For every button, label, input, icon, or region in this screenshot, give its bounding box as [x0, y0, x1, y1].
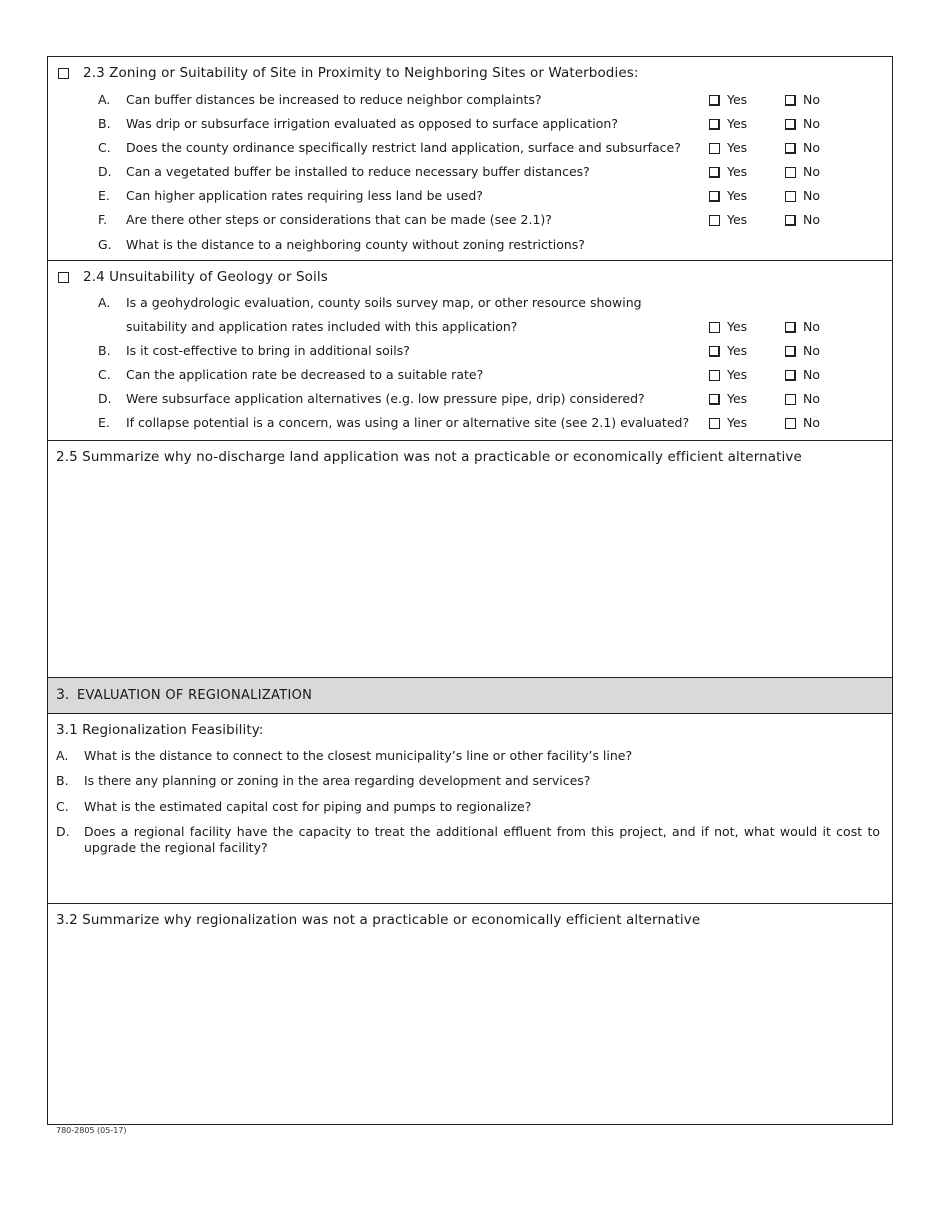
question-letter: A.: [56, 748, 69, 763]
no-label: No: [803, 391, 820, 406]
no-checkbox[interactable]: [785, 215, 796, 226]
question-letter: E.: [98, 188, 110, 203]
question-letter: D.: [56, 824, 70, 839]
no-checkbox[interactable]: [785, 167, 796, 178]
question-letter: F.: [98, 212, 108, 227]
question-text: Is it cost-effective to bring in additional soils?: [126, 343, 410, 358]
no-label: No: [803, 164, 820, 179]
question-letter: D.: [98, 164, 112, 179]
no-label: No: [803, 343, 820, 358]
no-label: No: [803, 116, 820, 131]
yes-checkbox[interactable]: [709, 322, 720, 333]
yes-checkbox[interactable]: [709, 418, 720, 429]
yes-checkbox[interactable]: [709, 370, 720, 381]
question-text: What is the distance to a neighboring county without zoning restrictions?: [126, 237, 585, 252]
question-text: Can a vegetated buffer be installed to reduce necessary buffer distances?: [126, 164, 590, 179]
question-letter: G.: [98, 237, 112, 252]
yes-label: Yes: [727, 164, 748, 179]
section-3-title: EVALUATION OF REGIONALIZATION: [77, 688, 313, 703]
yes-checkbox[interactable]: [709, 167, 720, 178]
question-letter: A.: [98, 92, 111, 107]
no-checkbox[interactable]: [785, 346, 796, 357]
yes-checkbox[interactable]: [709, 95, 720, 106]
question-letter: B.: [98, 116, 111, 131]
section-3-1: [48, 714, 892, 904]
question-text: Is there any planning or zoning in the area regarding development and services?: [84, 773, 591, 788]
question-letter: E.: [98, 415, 110, 430]
question-letter: B.: [98, 343, 111, 358]
no-checkbox[interactable]: [785, 143, 796, 154]
question-text: Was drip or subsurface irrigation evaluated as opposed to surface application?: [126, 116, 618, 131]
yes-label: Yes: [727, 319, 748, 334]
yes-label: Yes: [727, 343, 748, 358]
no-label: No: [803, 140, 820, 155]
section-2-4-title: 2.4 Unsuitability of Geology or Soils: [83, 269, 328, 285]
section-2-5[interactable]: [48, 441, 892, 678]
section-3-number: 3.: [56, 687, 70, 703]
section-2-3: [48, 57, 892, 261]
question-text: Can higher application rates requiring less land be used?: [126, 188, 483, 203]
yes-label: Yes: [727, 367, 748, 382]
no-checkbox[interactable]: [785, 322, 796, 333]
yes-label: Yes: [727, 140, 748, 155]
no-checkbox[interactable]: [785, 418, 796, 429]
yes-checkbox[interactable]: [709, 394, 720, 405]
no-checkbox[interactable]: [785, 370, 796, 381]
question-text-line1: Is a geohydrologic evaluation, county soils survey map, or other resource showing: [126, 295, 642, 310]
section-2-5-title: 2.5 Summarize why no-discharge land application was not a practicable or economically efficient alternative: [56, 449, 802, 465]
question-letter: C.: [98, 140, 111, 155]
no-label: No: [803, 415, 820, 430]
no-checkbox[interactable]: [785, 119, 796, 130]
form-number: 780-2805 (05-17): [56, 1126, 127, 1135]
no-label: No: [803, 319, 820, 334]
no-label: No: [803, 188, 820, 203]
question-letter: C.: [56, 799, 69, 814]
question-text: Does a regional facility have the capacity to treat the additional effluent from this project, and if not, what would it cost to upgrade the regional facility?: [84, 824, 880, 855]
yes-label: Yes: [727, 415, 748, 430]
yes-checkbox[interactable]: [709, 143, 720, 154]
section-2-4: [48, 261, 892, 441]
question-letter: C.: [98, 367, 111, 382]
no-label: No: [803, 92, 820, 107]
yes-checkbox[interactable]: [709, 215, 720, 226]
question-text: Does the county ordinance specifically restrict land application, surface and subsurface?: [126, 140, 681, 155]
question-text: If collapse potential is a concern, was using a liner or alternative site (see 2.1) evaluated?: [126, 415, 690, 430]
yes-checkbox[interactable]: [709, 119, 720, 130]
yes-label: Yes: [727, 92, 748, 107]
question-text: Can the application rate be decreased to a suitable rate?: [126, 367, 484, 382]
yes-checkbox[interactable]: [709, 346, 720, 357]
question-text: suitability and application rates included with this application?: [126, 319, 518, 334]
section-3-2[interactable]: [48, 904, 892, 1126]
no-checkbox[interactable]: [785, 95, 796, 106]
yes-checkbox[interactable]: [709, 191, 720, 202]
no-checkbox[interactable]: [785, 394, 796, 405]
section-2-4-checkbox[interactable]: [58, 272, 69, 283]
section-2-3-checkbox[interactable]: [58, 68, 69, 79]
form-page: [47, 56, 893, 1125]
question-letter: B.: [56, 773, 69, 788]
question-letter: D.: [98, 391, 112, 406]
no-label: No: [803, 212, 820, 227]
section-3-2-title: 3.2 Summarize why regionalization was not a practicable or economically efficient alternative: [56, 912, 701, 928]
section-2-3-title: 2.3 Zoning or Suitability of Site in Proximity to Neighboring Sites or Waterbodies:: [83, 65, 639, 81]
no-checkbox[interactable]: [785, 191, 796, 202]
question-text: Are there other steps or considerations that can be made (see 2.1)?: [126, 212, 552, 227]
question-text: Can buffer distances be increased to reduce neighbor complaints?: [126, 92, 542, 107]
no-label: No: [803, 367, 820, 382]
yes-label: Yes: [727, 391, 748, 406]
yes-label: Yes: [727, 212, 748, 227]
question-text: What is the estimated capital cost for piping and pumps to regionalize?: [84, 799, 532, 814]
question-text: Were subsurface application alternatives (e.g. low pressure pipe, drip) considered?: [126, 391, 645, 406]
yes-label: Yes: [727, 116, 748, 131]
section-3-header: [48, 678, 892, 714]
yes-label: Yes: [727, 188, 748, 203]
question-text: What is the distance to connect to the closest municipality’s line or other facility’s line?: [84, 748, 633, 763]
question-letter: A.: [98, 295, 111, 310]
section-3-1-title: 3.1 Regionalization Feasibility:: [56, 722, 264, 738]
